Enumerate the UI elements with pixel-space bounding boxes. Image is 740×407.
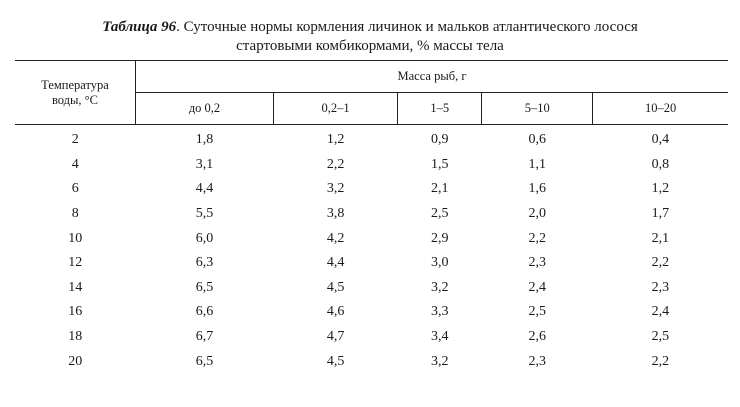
column-header: 1–5 [398,93,482,125]
value-cell: 6,7 [195,329,214,345]
caption-line-1 [0,18,740,37]
value-cell: 2,5 [528,304,546,320]
table-row [15,226,728,251]
value-cell: 2,1 [651,230,670,246]
value-cell: 1,7 [651,206,670,222]
temperature-cell: 2 [71,132,79,148]
feeding-table [15,60,728,374]
column-header: 10–20 [593,93,728,125]
value-cell: 4,4 [326,255,345,271]
value-cell: 4,5 [326,279,345,295]
value-cell: 4,7 [326,329,345,345]
value-cell: 0,4 [651,132,670,148]
caption-text-1: . Суточные нормы кормления личинок и мальков атлантического лосося [176,19,638,35]
temperature-cell: 16 [68,304,83,320]
column-header: 0,2–1 [274,93,398,125]
table-row [15,276,728,301]
column-header: до 0,2 [136,93,274,125]
value-cell: 2,2 [326,156,345,172]
value-cell: 6,6 [195,304,214,320]
table-caption [0,18,740,56]
value-cell: 2,4 [651,304,670,320]
value-cell: 1,5 [430,156,449,172]
value-cell: 1,2 [651,181,670,197]
value-cell: 2,3 [651,279,670,295]
value-cell: 3,2 [430,279,449,295]
value-cell: 2,2 [651,353,670,369]
value-cell: 2,6 [528,329,546,345]
value-cell: 2,0 [528,206,546,222]
temperature-header-line-2: воды, °С [51,92,99,107]
value-cell: 3,4 [430,329,449,345]
value-cell: 6,5 [195,353,214,369]
value-cell: 5,5 [195,206,214,222]
value-cell: 2,3 [528,255,546,271]
temperature-header [15,61,136,125]
value-cell: 1,1 [528,156,546,172]
value-cell: 1,6 [528,181,546,197]
value-cell: 6,5 [195,279,214,295]
value-cell: 2,5 [651,329,670,345]
value-cell: 4,2 [326,230,345,246]
value-cell: 2,2 [528,230,546,246]
value-cell: 2,4 [528,279,546,295]
value-cell: 2,3 [528,353,546,369]
value-cell: 2,2 [651,255,670,271]
table-body [15,125,728,374]
temperature-cell: 8 [71,206,79,222]
value-cell: 2,9 [430,230,449,246]
value-cell: 0,6 [528,132,546,148]
table-row [15,177,728,202]
value-cell: 0,8 [651,156,670,172]
value-cell: 3,0 [430,255,449,271]
caption-label: Таблица 96 [102,19,177,35]
temperature-cell: 4 [71,156,79,172]
table-row [15,300,728,325]
value-cell: 1,2 [326,132,345,148]
mass-header: Масса рыб, г [136,61,729,93]
value-cell: 4,4 [195,181,214,197]
value-cell: 3,8 [326,206,345,222]
temperature-cell: 18 [68,329,83,345]
value-cell: 4,6 [326,304,345,320]
table-row [15,349,728,374]
table-row [15,325,728,350]
value-cell: 3,2 [430,353,449,369]
value-cell: 3,1 [195,156,214,172]
value-cell: 2,1 [430,181,449,197]
column-header: 5–10 [482,93,593,125]
temperature-header-line-1: Температура [41,77,109,92]
table-row [15,153,728,178]
temperature-cell: 10 [68,230,83,246]
value-cell: 6,0 [195,230,214,246]
value-cell: 3,2 [326,181,345,197]
table-row [15,202,728,227]
value-cell: 1,8 [195,132,214,148]
temperature-cell: 12 [68,255,83,271]
caption-line-2: стартовыми комбикормами, % массы тела [236,38,504,54]
temperature-cell: 20 [68,353,83,369]
temperature-cell: 6 [71,181,79,197]
value-cell: 6,3 [195,255,214,271]
table-row [15,251,728,276]
value-cell: 3,3 [430,304,449,320]
temperature-cell: 14 [68,279,83,295]
table-row [15,125,728,153]
value-cell: 0,9 [430,132,449,148]
value-cell: 4,5 [326,353,345,369]
value-cell: 2,5 [430,206,449,222]
